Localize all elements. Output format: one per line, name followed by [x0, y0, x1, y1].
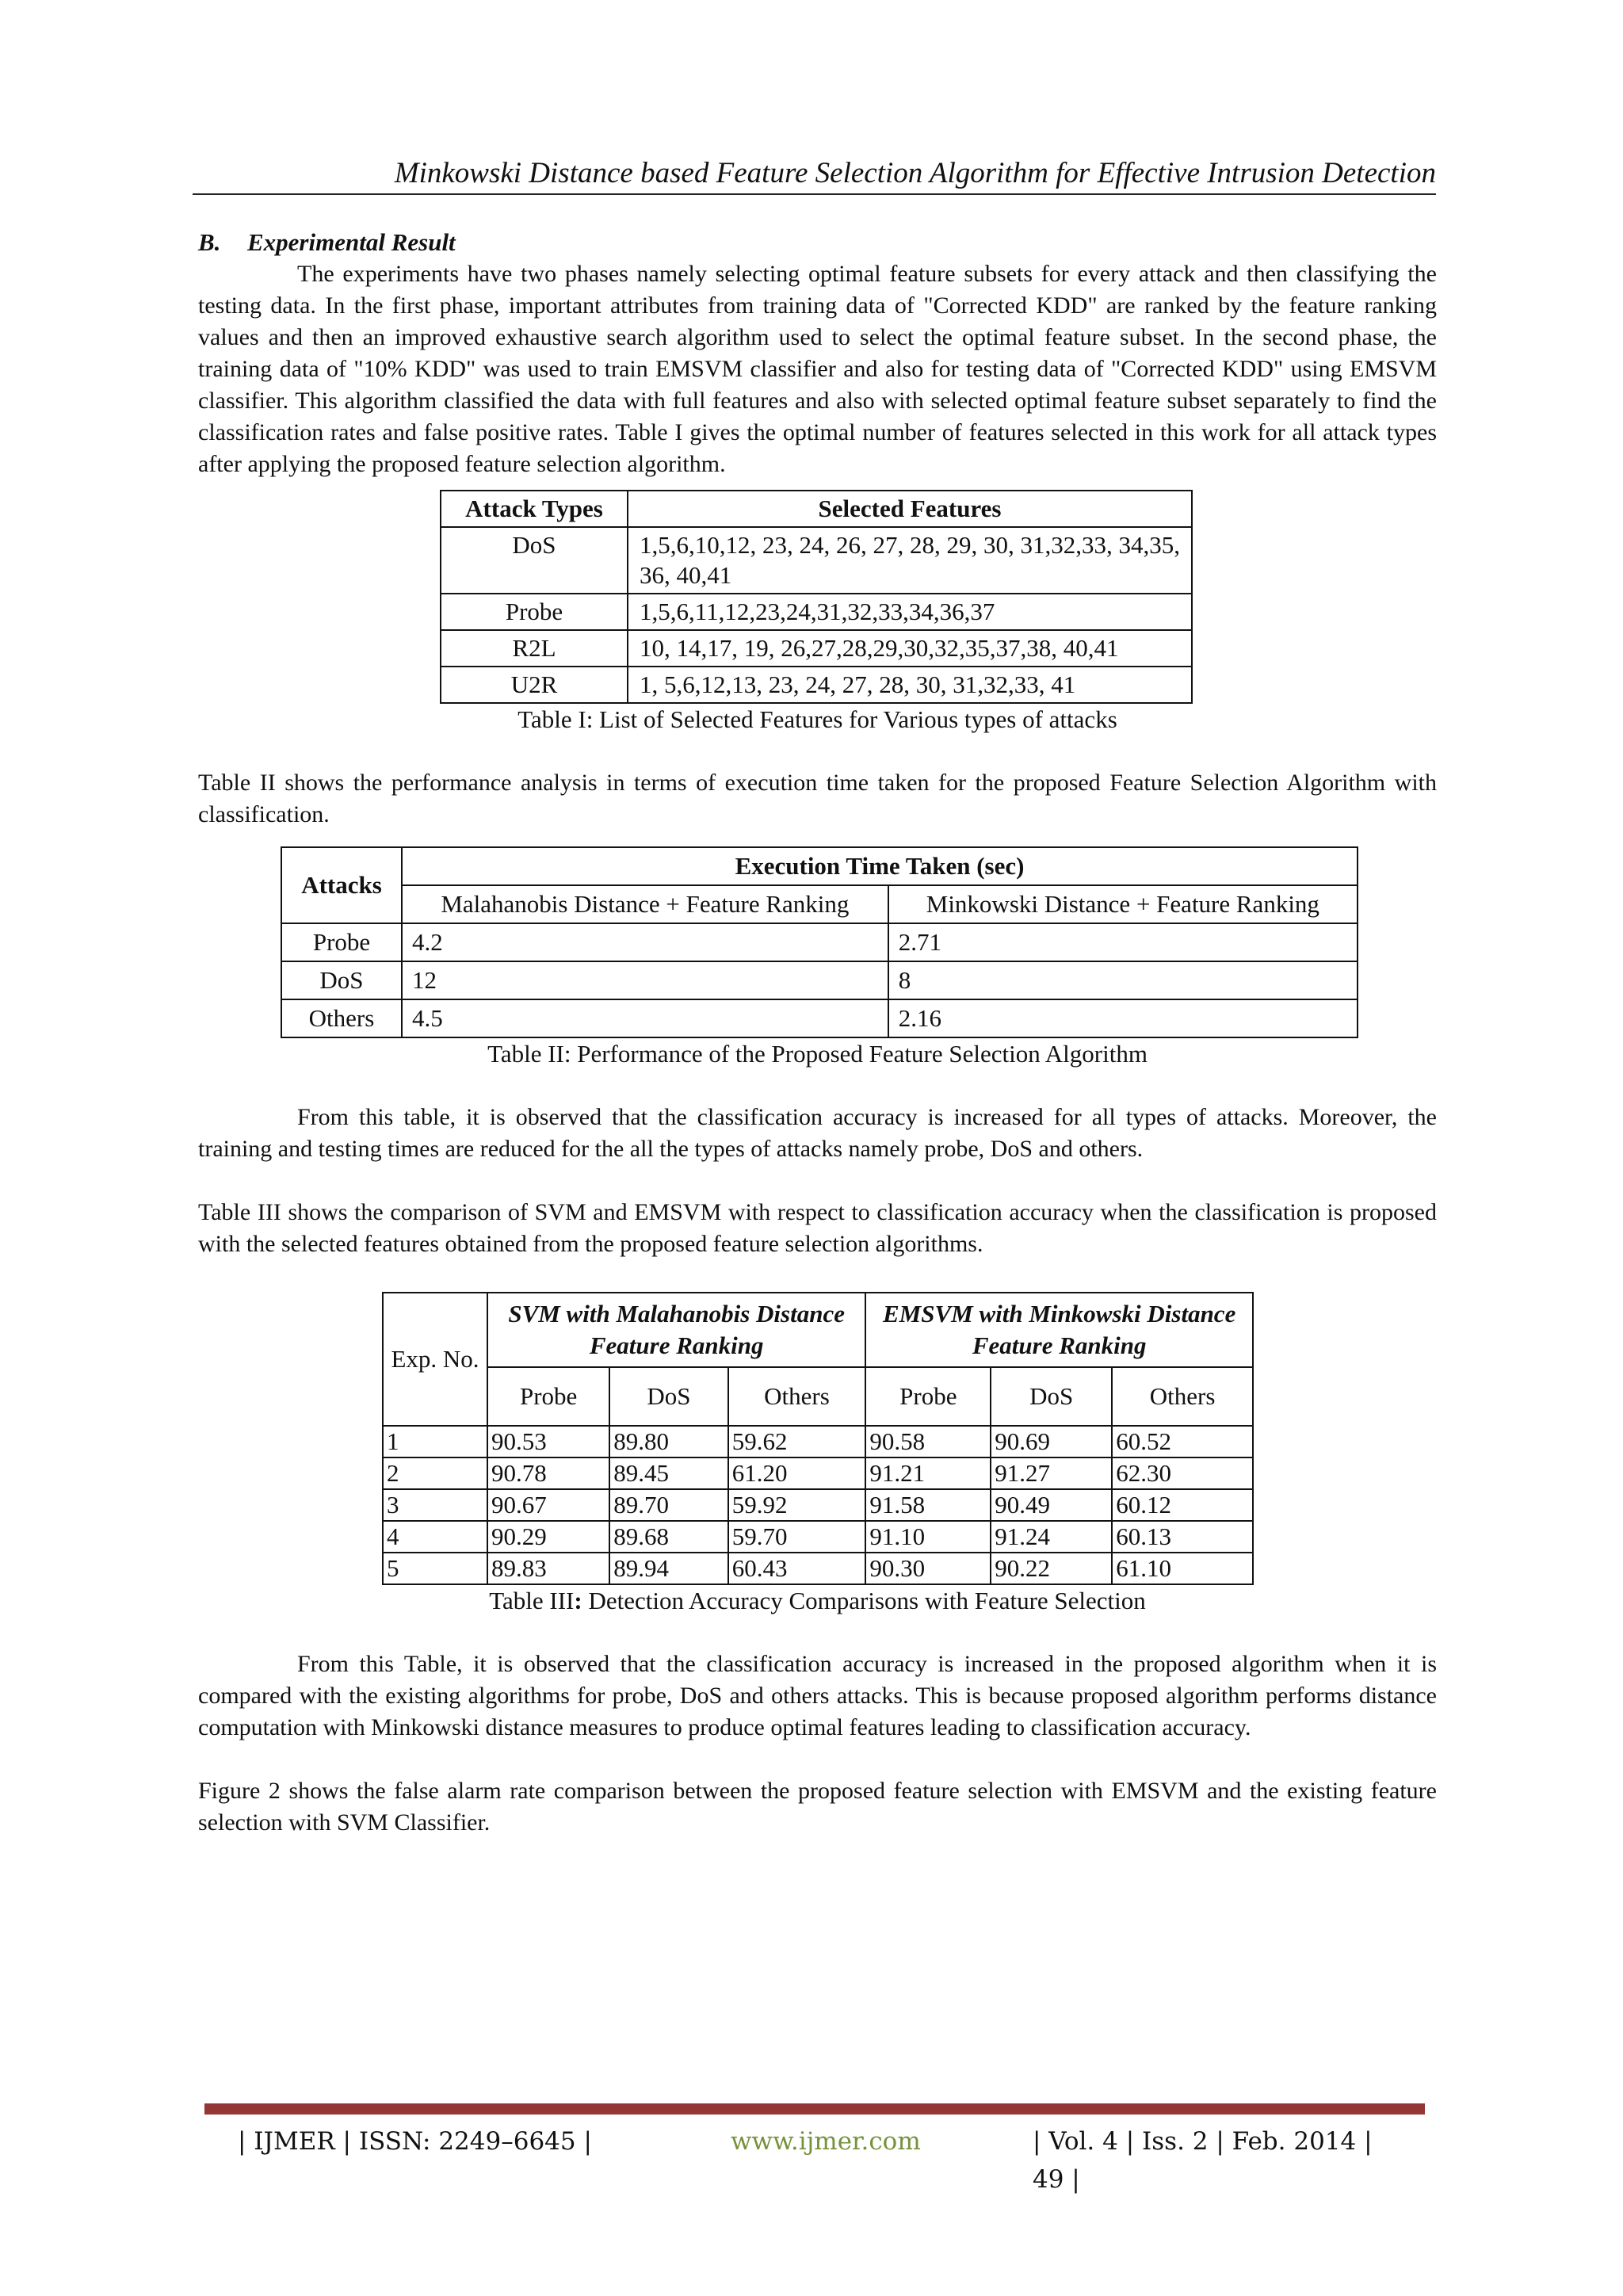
table-3-subheader-dos: DoS [609, 1367, 727, 1426]
table-1-cell-features: 1,5,6,11,12,23,24,31,32,33,34,36,37 [628, 594, 1192, 630]
table-2-header-attacks: Attacks [281, 847, 402, 923]
table-3-header-row [383, 1293, 1253, 1367]
table-1-cell-attack: R2L [441, 630, 628, 667]
table-3-subheader-row [383, 1367, 1253, 1426]
table-2-caption: Table II: Performance of the Proposed Feature Selection Algorithm [487, 1040, 1148, 1068]
table-3-cell-value: 62.30 [1112, 1457, 1253, 1489]
table-3-subheader-others: Others [728, 1367, 866, 1426]
paragraph-5: From this Table, it is observed that the classification accuracy is increased in the proposed algorithm when it is compared with the existing algorithms for probe, DoS and others attacks. This is because proposed algorithm performs distance computation with Minkowski distance measures to produce optimal features leading to classification accuracy. [198, 1651, 1437, 1740]
table-3-cell-value: 90.69 [991, 1426, 1112, 1457]
table-3-cell-value: 91.21 [865, 1457, 991, 1489]
table-3-cell-value: 89.80 [609, 1426, 727, 1457]
footer-issue-info: | Vol. 4 | Iss. 2 | Feb. 2014 | 49 | [1033, 2127, 1373, 2194]
table-2-cell-attack: Probe [281, 923, 402, 961]
table-2-subheader-row [281, 885, 1358, 923]
table-2-header-group: Execution Time Taken (sec) [402, 847, 1358, 885]
table-row [441, 594, 1192, 630]
table-1-caption: Table I: List of Selected Features for Various types of attacks [517, 705, 1117, 733]
table-2-cell-malahanobis: 4.2 [402, 923, 888, 961]
table-3-cell-exp: 5 [383, 1553, 487, 1584]
section-title: Experimental Result [247, 228, 456, 256]
table-1-cell-attack: Probe [441, 594, 628, 630]
table-2-cell-attack: DoS [281, 961, 402, 999]
table-1-selected-features [440, 490, 1193, 704]
table-1-cell-features: 10, 14,17, 19, 26,27,28,29,30,32,35,37,38, 40,41 [628, 630, 1192, 667]
table-2-cell-malahanobis: 4.5 [402, 999, 888, 1037]
footer-journal-info: | IJMER | ISSN: 2249–6645 | [238, 2127, 592, 2156]
table-3-cell-value: 91.10 [865, 1521, 991, 1553]
table-1-cell-attack: U2R [441, 667, 628, 703]
table-3-cell-value: 90.22 [991, 1553, 1112, 1584]
table-2-cell-attack: Others [281, 999, 402, 1037]
table-3-cell-value: 59.62 [728, 1426, 866, 1457]
table-3-cell-value: 90.67 [487, 1489, 609, 1521]
table-3-header-emsvm: EMSVM with Minkowski Distance Feature Ranking [865, 1293, 1253, 1367]
table-2-cell-malahanobis: 12 [402, 961, 888, 999]
running-title: Minkowski Distance based Feature Selection Algorithm for Effective Intrusion Detection [394, 157, 1436, 189]
table-3-caption-colon: : [574, 1587, 582, 1614]
table-3-cell-value: 60.12 [1112, 1489, 1253, 1521]
paragraph-4: Table III shows the comparison of SVM and EMSVM with respect to classification accuracy when the classification is proposed with the selected features obtained from the proposed feature selection algorithms. [198, 1199, 1437, 1257]
table-1-cell-features: 1, 5,6,12,13, 23, 24, 27, 28, 30, 31,32,33, 41 [628, 667, 1192, 703]
table-3-cell-value: 91.27 [991, 1457, 1112, 1489]
table-3-cell-value: 90.53 [487, 1426, 609, 1457]
table-3-cell-exp: 3 [383, 1489, 487, 1521]
table-1-cell-attack: DoS [441, 527, 628, 594]
table-2-subheader-minkowski: Minkowski Distance + Feature Ranking [888, 885, 1358, 923]
table-3-subheader-probe: Probe [865, 1367, 991, 1426]
table-2-cell-minkowski: 8 [888, 961, 1358, 999]
table-row [281, 923, 1358, 961]
running-header [193, 155, 1436, 195]
table-3-cell-value: 60.13 [1112, 1521, 1253, 1553]
table-3-cell-value: 89.70 [609, 1489, 727, 1521]
table-2-cell-minkowski: 2.16 [888, 999, 1358, 1037]
table-3-cell-value: 59.70 [728, 1521, 866, 1553]
section-number: B. [198, 228, 221, 256]
spacer [198, 1744, 1437, 1775]
spacer [198, 735, 1437, 767]
table-1-cell-features: 1,5,6,10,12, 23, 24, 26, 27, 28, 29, 30, 31,32,33, 34,35, 36, 40,41 [628, 527, 1192, 594]
table-3-cell-value: 90.49 [991, 1489, 1112, 1521]
spacer [198, 1617, 1437, 1648]
table-3-caption [198, 1585, 1437, 1617]
table-3-cell-value: 61.20 [728, 1457, 866, 1489]
table-3-detection-accuracy [382, 1292, 1254, 1585]
table-3-cell-value: 89.83 [487, 1553, 609, 1584]
table-3-caption-text: Detection Accuracy Comparisons with Feature Selection [582, 1587, 1146, 1614]
spacer [198, 1070, 1437, 1102]
table-3-cell-exp: 4 [383, 1521, 487, 1553]
page-footer [238, 2122, 1395, 2194]
table-3-cell-value: 91.24 [991, 1521, 1112, 1553]
table-3-header-svm: SVM with Malahanobis Distance Feature Ranking [487, 1293, 865, 1367]
table-3-subheader-others: Others [1112, 1367, 1253, 1426]
table-row [441, 527, 1192, 594]
footer-website-link[interactable]: www.ijmer.com [731, 2127, 921, 2156]
table-3-cell-value: 90.29 [487, 1521, 609, 1553]
table-3-cell-exp: 1 [383, 1426, 487, 1457]
table-3-cell-value: 61.10 [1112, 1553, 1253, 1584]
paragraph-1: The experiments have two phases namely selecting optimal feature subsets for every attack and then classifying the testing data. In the first phase, important attributes from training data of "Corrected KDD" are ranked by the feature ranking values and then an improved exhaustive search algorithm used to select the optimal feature subset. In the second phase, the training data of "10% KDD" was used to train EMSVM classifier and also for testing data of "Corrected KDD" using EMSVM classifier. This algorithm classified the data with full features and also with selected optimal feature subset separately to find the classification rates and false positive rates. Table I gives the optimal number of features selected in this work for all attack types after applying the proposed feature selection algorithm. [198, 261, 1437, 477]
table-2-cell-minkowski: 2.71 [888, 923, 1358, 961]
spacer [198, 1165, 1437, 1197]
table-1-header-row [441, 491, 1192, 527]
page-content [198, 227, 1437, 1839]
table-3-caption-label: Table III [489, 1587, 575, 1614]
table-2-subheader-malahanobis: Malahanobis Distance + Feature Ranking [402, 885, 888, 923]
table-2-execution-time [281, 846, 1358, 1038]
table-row [281, 999, 1358, 1037]
table-row [441, 667, 1192, 703]
section-heading [198, 227, 1437, 258]
table-3-header-exp-no: Exp. No. [383, 1293, 487, 1426]
table-row [383, 1457, 1253, 1489]
table-3-cell-value: 89.68 [609, 1521, 727, 1553]
table-row [383, 1489, 1253, 1521]
paragraph-2: Table II shows the performance analysis in terms of execution time taken for the proposed Feature Selection Algorithm with classification. [198, 770, 1437, 827]
paragraph-6: Figure 2 shows the false alarm rate comparison between the proposed feature selection with EMSVM and the existing feature selection with SVM Classifier. [198, 1778, 1437, 1836]
table-3-subheader-dos: DoS [991, 1367, 1112, 1426]
table-2-header-row [281, 847, 1358, 885]
table-row [281, 961, 1358, 999]
table-3-cell-value: 60.52 [1112, 1426, 1253, 1457]
table-row [441, 630, 1192, 667]
table-row [383, 1521, 1253, 1553]
table-3-cell-exp: 2 [383, 1457, 487, 1489]
paragraph-3: From this table, it is observed that the classification accuracy is increased for all types of attacks. Moreover, the training and testing times are reduced for the all the types of attacks namely probe, DoS and others. [198, 1104, 1437, 1162]
table-3-cell-value: 90.58 [865, 1426, 991, 1457]
table-3-cell-value: 90.30 [865, 1553, 991, 1584]
table-row [383, 1426, 1253, 1457]
table-3-cell-value: 89.94 [609, 1553, 727, 1584]
table-3-cell-value: 89.45 [609, 1457, 727, 1489]
table-1-header-attack-types: Attack Types [441, 491, 628, 527]
table-3-subheader-probe: Probe [487, 1367, 609, 1426]
table-3-cell-value: 59.92 [728, 1489, 866, 1521]
table-3-cell-value: 91.58 [865, 1489, 991, 1521]
footer-bar [204, 2103, 1425, 2115]
table-1-header-selected-features: Selected Features [628, 491, 1192, 527]
table-3-cell-value: 90.78 [487, 1457, 609, 1489]
table-3-cell-value: 60.43 [728, 1553, 866, 1584]
table-row [383, 1553, 1253, 1584]
